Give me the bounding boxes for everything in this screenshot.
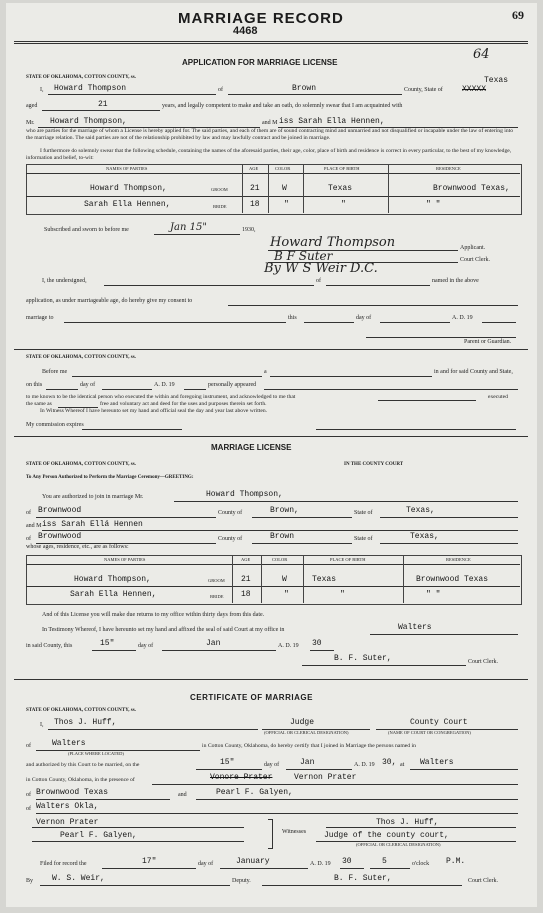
cert-state-line: STATE OF OKLAHOMA, COTTON COUNTY, ss.	[26, 708, 136, 713]
app-th-age: AGE	[249, 166, 259, 171]
certificate-heading: CERTIFICATE OF MARRIAGE	[190, 693, 313, 702]
app-bride-tag: BRIDE	[213, 204, 227, 209]
applicant-label: Applicant.	[460, 245, 486, 251]
application-state-line: STATE OF OKLAHOMA, COTTON COUNTY, ss.	[26, 75, 136, 80]
app-th-names: NAMES OF PARTIES	[106, 166, 148, 171]
ack-l3: to me known to be the identical person who executed the within and foregoing instrument, and acknowledged to me that	[26, 394, 296, 400]
section-rule	[14, 679, 528, 680]
lic-groom-tag: GROOM	[208, 578, 225, 583]
app-row-color: W	[282, 184, 287, 193]
app-mr: Howard Thompson,	[50, 117, 127, 126]
lic-l1: You are authorized to join in marriage Mr.	[42, 494, 144, 500]
app-l2-a: Mr.	[26, 120, 35, 126]
app-para2: I furthermore do solemnly swear that the following schedule, containing the names of the aforesaid parties, their age, color, place of birth and residence is correct in every particular, to the best of my knowledge, information and belief, to-wit:	[26, 148, 512, 161]
cert-town: Walters	[420, 758, 454, 767]
clerk-label: Court Clerk.	[460, 257, 490, 263]
consent-l3-a: marriage to	[26, 315, 54, 321]
app-l1-d: aged	[26, 103, 38, 109]
app-th-birth: PLACE OF BIRTH	[324, 166, 360, 171]
cert-month: Jan	[300, 758, 315, 767]
app-state: Texas	[484, 76, 509, 85]
consent-l3-d: A. D. 19	[452, 315, 473, 321]
cert-officiant: Thos J. Huff,	[54, 718, 117, 727]
lic-row-birth: Texas	[312, 575, 337, 584]
filing-hour: 5	[382, 857, 387, 866]
lic-bride-county: Brown	[270, 532, 295, 541]
consent-l1-c: named in the above	[432, 278, 479, 284]
lic-l5: whose ages, residence, etc., are as follows:	[26, 544, 129, 550]
app-state-struck: XXXXX	[462, 85, 487, 94]
ack-l1-c: in and for said County and State,	[434, 369, 513, 375]
app-subscribed: Subscribed and sworn to before me	[44, 227, 129, 233]
app-th-color: COLOR	[275, 166, 291, 171]
filing-clerk: B. F. Suter,	[334, 874, 392, 883]
section-rule	[14, 436, 528, 437]
applicant-signature: Howard Thompson	[270, 235, 396, 250]
app-row-birth: Texas	[328, 184, 353, 193]
cert-of: of	[26, 743, 31, 749]
cert-witness1-inline: Vernon Prater	[294, 773, 357, 782]
lic-bride-town: Brownwood	[38, 532, 82, 541]
license-heading: MARRIAGE LICENSE	[211, 443, 292, 452]
app-row-name: Howard Thompson,	[90, 184, 167, 193]
lic-l8-b: day of	[138, 643, 154, 649]
record-number: 4468	[233, 25, 258, 37]
app-groom-tag: GROOM	[211, 187, 228, 192]
license-state-line: STATE OF OKLAHOMA, COTTON COUNTY, ss.	[26, 462, 136, 467]
lic-groom-state: Texas,	[406, 506, 435, 515]
filing-clerk-label: Court Clerk.	[468, 878, 498, 884]
filing-l1-b: day of	[198, 861, 214, 867]
lic-th-age: AGE	[241, 557, 251, 562]
record-title: MARRIAGE RECORD	[178, 10, 344, 27]
consent-l1-a: I, the undersigned,	[42, 278, 87, 284]
lic-bride-state: Texas,	[410, 532, 439, 541]
lic-groom-county: Brown,	[270, 506, 299, 515]
header-rule	[14, 41, 528, 44]
cert-l3-c: A. D. 19	[354, 762, 375, 768]
filing-l1-c: A. D. 19	[310, 861, 331, 867]
filing-day: 17"	[142, 857, 157, 866]
app-row-birth: "	[341, 200, 346, 209]
filing-month: January	[236, 857, 270, 866]
filing-ampm: P.M.	[446, 857, 466, 866]
app-row-residence: " "	[426, 200, 441, 209]
margin-number: 64	[473, 47, 490, 62]
app-l1-c: County, State of	[404, 87, 443, 93]
clerk-signature: B F Suter	[274, 249, 333, 263]
app-year: 1930,	[242, 227, 256, 233]
ack-state-line: STATE OF OKLAHOMA, COTTON COUNTY, ss.	[26, 355, 136, 360]
cert-place: Walters	[52, 739, 86, 748]
consent-l1-b: of	[316, 278, 321, 284]
lic-th-color: COLOR	[272, 557, 288, 562]
app-applicant: Howard Thompson	[54, 84, 127, 93]
lic-return: And of this License you will make due returns to my office within thirty days from this date.	[42, 612, 265, 618]
ack-l1-b: a	[264, 369, 267, 375]
cert-l3-a: and authorized by this Court to be married, on the	[26, 762, 140, 768]
cert-year: 30,	[382, 758, 397, 767]
ack-l4: the same as	[26, 401, 52, 407]
ack-l2-b: day of	[80, 382, 96, 388]
lic-row-residence: " "	[426, 590, 441, 599]
cert-place-cap: (PLACE WHERE LOCATED)	[68, 751, 124, 756]
cert-cap1: (OFFICIAL OR CLERICAL DESIGNATION)	[264, 730, 349, 735]
cert-witness-sig2: Pearl F. Galyen,	[60, 831, 137, 840]
ack-l3-b: executed	[488, 394, 508, 400]
lic-th-birth: PLACE OF BIRTH	[330, 557, 366, 562]
lic-clerk-label: Court Clerk.	[468, 659, 498, 665]
app-l2-b: and M	[262, 120, 278, 126]
app-l1-e: years, and legally competent to make and take an oath, do solemnly swear that I am acquainted with	[162, 103, 403, 109]
ack-l6: My commission expires	[26, 422, 84, 428]
cert-court: County Court	[410, 718, 468, 727]
app-l1-b: of	[218, 87, 223, 93]
cert-l5-a: of	[26, 792, 31, 798]
lic-l8-c: A. D. 19	[278, 643, 299, 649]
lic-l2-b: County of	[218, 510, 243, 516]
deputy-signature: By W S Weir D.C.	[264, 261, 378, 276]
app-row-color: "	[284, 200, 289, 209]
cert-officiant-cap: (OFFICIAL OR CLERICAL DESIGNATION)	[356, 842, 441, 847]
lic-l4-c: State of	[354, 536, 373, 542]
lic-groom: Howard Thompson,	[206, 490, 283, 499]
cert-l5-b: and	[178, 792, 187, 798]
ack-l2-a: on this	[26, 382, 43, 388]
cert-struck: Vonore Prater	[210, 773, 273, 782]
filing-deputy: W. S. Weir,	[52, 874, 105, 883]
lic-l4-a: of	[26, 536, 31, 542]
lic-row-age: 18	[241, 590, 251, 599]
cert-at: at	[400, 762, 405, 768]
cert-l4-a: in Cotton County, Oklahoma, in the presence of	[26, 777, 135, 783]
lic-month: Jan	[206, 639, 221, 648]
consent-l3-b: this	[288, 315, 297, 321]
app-age: 21	[98, 100, 108, 109]
cert-officiant-title: Judge of the county court,	[324, 831, 449, 840]
lic-year: 30	[312, 639, 322, 648]
ack-l5: In Witness Whereof I have hereunto set my hand and official seal the day and year last above written.	[40, 408, 268, 414]
lic-bride-tag: BRIDE	[210, 594, 224, 599]
filing-l1-a: Filed for record the	[40, 861, 87, 867]
consent-parent: Parent or Guardian.	[464, 339, 512, 345]
cert-l3-b: day of	[264, 762, 280, 768]
lic-town: Walters	[398, 623, 432, 632]
lic-th-residence: RESIDENCE	[446, 557, 471, 562]
license-court: IN THE COUNTY COURT	[344, 462, 404, 467]
consent-l2: application, as under marriageable age, do hereby give my consent to	[26, 298, 193, 304]
cert-cap2: (NAME OF COURT OR CONGREGATION)	[388, 730, 471, 735]
cert-officiant-sig: Thos J. Huff,	[376, 818, 439, 827]
lic-l2-c: State of	[354, 510, 373, 516]
section-rule	[14, 349, 528, 350]
lic-l2-a: of	[26, 510, 31, 516]
cert-title: Judge	[290, 718, 315, 727]
app-para: who are parties for the marriage of whom a License is hereby applied for. The said parties, and each of them are of sound contracting mind and unmarried and not disqualified or incapable under the law of entering into the marriage relation. The said parties are not of the relationship prohibited by law and may lawfully contract and be joined in marriage.	[26, 128, 514, 141]
app-county: Brown	[292, 84, 317, 93]
app-row-age: 18	[250, 200, 260, 209]
cert-witness1-town: Brownwood Texas	[36, 788, 109, 797]
consent-l3-c: day of	[356, 315, 372, 321]
app-row-age: 21	[250, 184, 260, 193]
cert-day: 15"	[220, 758, 235, 767]
ack-l1-a: Before me	[42, 369, 68, 375]
lic-bride: iss Sarah Ellá Hennen	[42, 520, 143, 529]
cert-i: I,	[40, 722, 44, 728]
lic-witness: In Testimony Whereof, I have hereunto set my hand and affixed the seal of said Court at my office in	[42, 627, 285, 633]
ack-l4-b: free and voluntary act and deed for the uses and purposes therein set forth.	[100, 401, 267, 407]
lic-row-name: Sarah Ella Hennen,	[70, 590, 157, 599]
license-greeting: To Any Person Authorized to Perform the Marriage Ceremony—GREETING:	[26, 475, 194, 480]
lic-l3-a: and M	[26, 523, 42, 529]
ack-l2-d: personally appeared	[208, 382, 257, 388]
filing-l1-d: o'clock	[412, 861, 430, 867]
lic-row-color: "	[284, 590, 289, 599]
filing-year: 30	[342, 857, 352, 866]
cert-l6-a: of	[26, 806, 31, 812]
cert-witnesses-label: Witnesses	[282, 829, 307, 835]
cert-witness-sig1: Vernon Prater	[36, 818, 99, 827]
lic-th-names: NAMES OF PARTIES	[104, 557, 146, 562]
app-th-residence: RESIDENCE	[436, 166, 461, 171]
filing-l2-b: Deputy.	[232, 878, 251, 884]
app-subscribed-date: Jan 15"	[170, 222, 207, 233]
app-l1-a: I,	[40, 87, 44, 93]
page-number: 69	[512, 8, 524, 22]
cert-l2: in Cotton County, Oklahoma, do hereby certify that I joined in Marriage the persons named in	[202, 743, 416, 749]
app-miss: iss Sarah Ella Hennen,	[279, 117, 385, 126]
lic-l4-b: County of	[218, 536, 243, 542]
lic-row-birth: "	[340, 590, 345, 599]
app-age-line	[42, 110, 160, 111]
lic-row-residence: Brownwood Texas	[416, 575, 489, 584]
filing-l2-a: By	[26, 878, 34, 884]
cert-witness2-town: Walters Okla,	[36, 802, 99, 811]
app-county-line	[228, 94, 402, 95]
app-applicant-line	[48, 94, 216, 95]
lic-l8-a: in said County, this	[26, 643, 73, 649]
application-heading: APPLICATION FOR MARRIAGE LICENSE	[182, 58, 338, 67]
app-row-residence: Brownwood Texas,	[433, 184, 510, 193]
lic-row-name: Howard Thompson,	[74, 575, 151, 584]
lic-groom-town: Brownwood	[38, 506, 82, 515]
lic-clerk: B. F. Suter,	[334, 654, 392, 663]
lic-day: 15"	[100, 639, 115, 648]
cert-witness2-inline: Pearl F. Galyen,	[216, 788, 293, 797]
lic-row-age: 21	[241, 575, 251, 584]
ack-l2-c: A. D. 19	[154, 382, 175, 388]
marriage-record-page	[6, 3, 537, 907]
app-row-name: Sarah Ella Hennen,	[84, 200, 171, 209]
lic-row-color: W	[282, 575, 287, 584]
